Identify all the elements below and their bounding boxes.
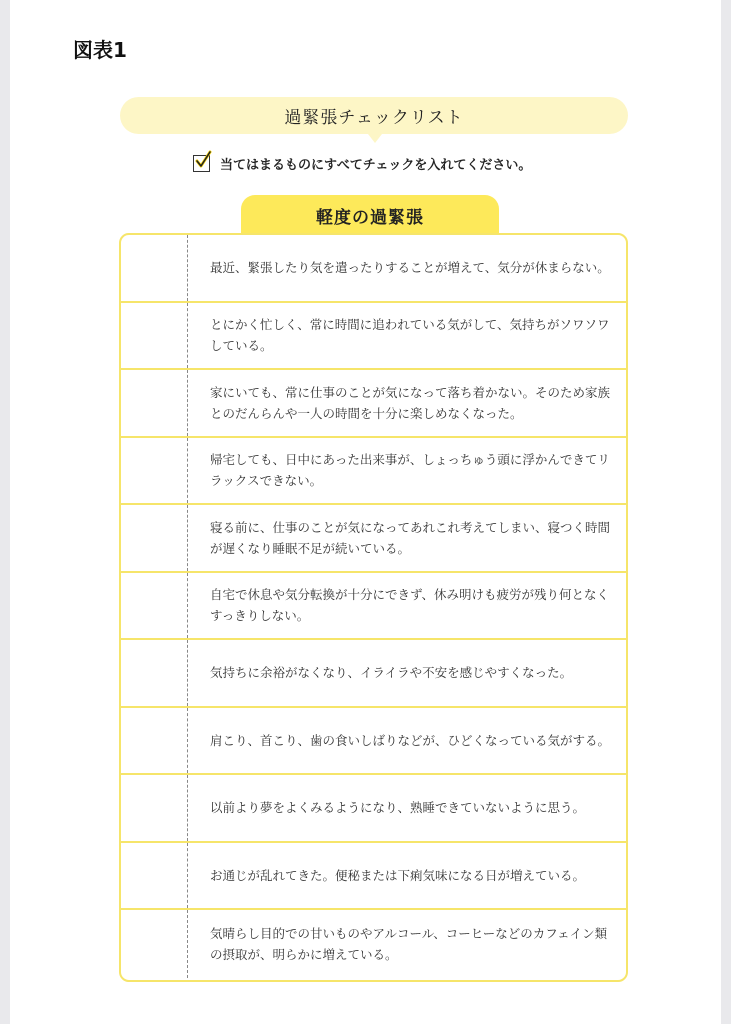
checklist-row xyxy=(121,303,626,371)
checklist-row xyxy=(121,573,626,641)
checklist-item-text: 気持ちに余裕がなくなり、イライラや不安を感じやすくなった。 xyxy=(210,665,573,681)
checklist-item-text: お通じが乱れてきた。便秘または下痢気味になる日が増えている。 xyxy=(210,867,586,883)
checklist-row xyxy=(121,775,626,843)
checklist-item-text: とにかく忙しく、常に時間に追われている気がして、気持ちがソワソワしている。 xyxy=(210,317,610,354)
check-cell[interactable] xyxy=(121,640,188,706)
document-page xyxy=(10,0,721,1024)
checklist-row xyxy=(121,438,626,506)
checklist-row xyxy=(121,505,626,573)
checklist-item-text: 最近、緊張したり気を遣ったりすることが増えて、気分が休まらない。 xyxy=(210,260,610,276)
check-cell[interactable] xyxy=(121,843,188,909)
checklist-row xyxy=(121,910,626,978)
check-cell[interactable] xyxy=(121,235,188,301)
instruction-text: 当てはまるものにすべてチェックを入れてください。 xyxy=(220,157,532,173)
checklist-item-text: 以前より夢をよくみるようになり、熟睡できていないように思う。 xyxy=(210,800,586,816)
check-cell[interactable] xyxy=(121,303,188,369)
section-tab xyxy=(241,195,499,235)
checklist-row xyxy=(121,640,626,708)
check-cell[interactable] xyxy=(121,708,188,774)
checklist-item-text: 肩こり、首こり、歯の食いしばりなどが、ひどくなっている気がする。 xyxy=(210,732,611,748)
checklist-row xyxy=(121,708,626,776)
checklist-row xyxy=(121,235,626,303)
checklist-item-text: 気晴らし目的での甘いものやアルコール、コーヒーなどのカフェイン類の摂取が、明らかに増えている。 xyxy=(210,925,608,962)
figure-label: 図表1 xyxy=(73,38,127,62)
check-cell[interactable] xyxy=(121,573,188,639)
instruction-line xyxy=(193,150,531,176)
checklist-row xyxy=(121,843,626,911)
checklist-item-text: 自宅で休息や気分転換が十分にできず、休み明けも疲労が残り何となくすっきりしない。 xyxy=(210,587,610,624)
check-cell[interactable] xyxy=(121,910,188,978)
checklist-table xyxy=(119,233,628,982)
check-cell[interactable] xyxy=(121,775,188,841)
checklist-title-banner xyxy=(120,97,628,134)
checkbox-checked-icon xyxy=(193,155,210,172)
check-cell[interactable] xyxy=(121,505,188,571)
checklist-row xyxy=(121,370,626,438)
checklist-item-text: 帰宅しても、日中にあった出来事が、しょっちゅう頭に浮かんできてリラックスできない。 xyxy=(210,452,610,489)
checklist-item-text: 寝る前に、仕事のことが気になってあれこれ考えてしまい、寝つく時間が遅くなり睡眠不足が続いている。 xyxy=(210,519,611,556)
check-cell[interactable] xyxy=(121,370,188,436)
checklist-title: 過緊張チェックリスト xyxy=(284,108,464,128)
check-cell[interactable] xyxy=(121,438,188,504)
checklist-item-text: 家にいても、常に仕事のことが気になって落ち着かない。そのため家族とのだんらんや一人の時間を十分に楽しめなくなった。 xyxy=(210,384,611,421)
section-title: 軽度の過緊張 xyxy=(316,207,424,228)
